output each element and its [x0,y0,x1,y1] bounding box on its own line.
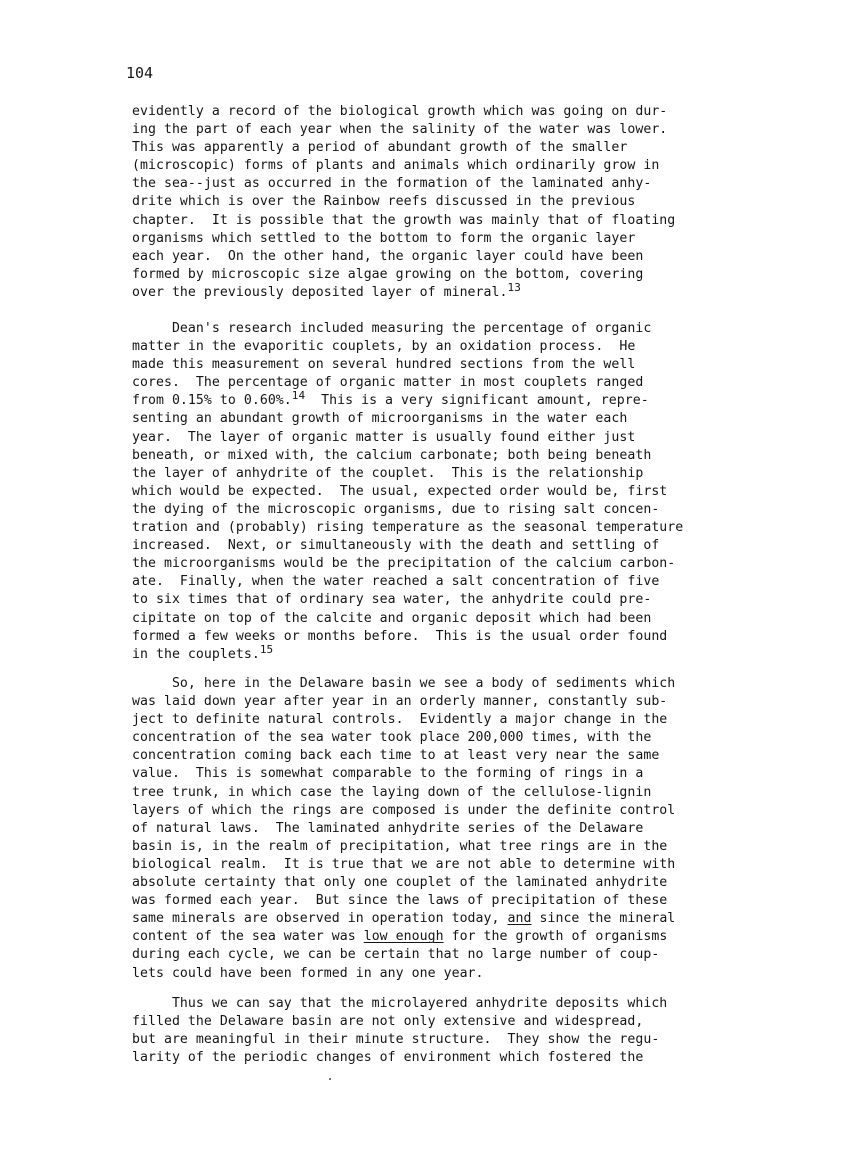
text-line: evidently a record of the biological growth which was going on dur- [132,104,668,119]
paragraph-1 [132,103,712,302]
paragraph-2 [132,320,712,664]
underlined-phrase: low enough [363,929,444,945]
text-line: filled the Delaware basin are not only extensive and widespread, [132,1014,644,1030]
text-line: during each cycle, we can be certain that no large number of coup- [132,947,660,963]
text-line [132,928,712,946]
text-line: cores. The percentage of organic matter in most couplets ranged [132,375,644,391]
text-line: This was apparently a period of abundant growth of the smaller [132,140,628,156]
text-fragment: content of the sea water was [132,929,364,945]
text-fragment: since the mineral [531,911,676,927]
text-line: formed by microscopic size algae growing on the bottom, covering [132,266,644,282]
paragraph-3 [132,675,712,983]
text-line [132,280,712,302]
text-line: senting an abundant growth of microorganisms in the water each [132,411,628,427]
text-line: made this measurement on several hundred sections from the well [132,357,636,373]
text-line: biological realm. It is true that we are not able to determine with [132,856,676,872]
text-line: drite which is over the Rainbow reefs discussed in the previous [132,194,636,210]
text-line: tration and (probably) rising temperature as the seasonal temperature [132,520,684,536]
text-line: the sea--just as occurred in the formation of the laminated anhy- [132,176,652,192]
text-line: cipitate on top of the calcite and organic deposit which had been [132,610,652,626]
text-line: was formed each year. But since the laws of precipitation of these [132,893,668,909]
text-line: chapter. It is possible that the growth was mainly that of floating [132,212,676,228]
text-line: So, here in the Delaware basin we see a body of sediments which [132,676,676,691]
text-line: of natural laws. The laminated anhydrite series of the Delaware [132,820,644,836]
text-fragment: This is a very significant amount, repre- [305,393,649,409]
text-line: basin is, in the realm of precipitation, what tree rings are in the [132,838,668,854]
text-line: (microscopic) forms of plants and animals which ordinarily grow in [132,158,660,174]
footnote-ref-13: 13 [507,280,521,294]
scan-speck [329,1078,331,1080]
text-line: the microorganisms would be the precipitation of the calcium carbon- [132,556,676,572]
text-line [132,389,712,410]
text-line: tree trunk, in which case the laying down of the cellulose-lignin [132,784,652,800]
text-line: formed a few weeks or months before. This is the usual order found [132,628,668,644]
text-line: the dying of the microscopic organisms, due to rising salt concen- [132,501,660,517]
text-line: was laid down year after year in an orderly manner, constantly sub- [132,694,668,710]
text-line: increased. Next, or simultaneously with the death and settling of [132,538,660,554]
text-line: ate. Finally, when the water reached a salt concentration of five [132,574,660,590]
text-fragment: over the previously deposited layer of mineral. [132,284,508,300]
text-line: organisms which settled to the bottom to form the organic layer [132,230,636,246]
text-fragment: for the growth of organisms [443,929,668,945]
text-line: each year. On the other hand, the organic layer could have been [132,248,644,264]
footnote-ref-14: 14 [291,389,306,403]
text-fragment: same minerals are observed in operation today, [132,911,508,927]
text-line: but are meaningful in their minute structure. They show the regu- [132,1032,660,1048]
text-line: lets could have been formed in any one year. [132,965,484,981]
text-line: larity of the periodic changes of environment which fostered the [132,1050,644,1066]
text-line: value. This is somewhat comparable to the forming of rings in a [132,766,644,782]
underlined-word: and [507,911,532,927]
text-line [132,642,712,664]
text-line: concentration of the sea water took place 200,000 times, with the [132,730,652,746]
text-line [132,910,712,928]
text-line: ject to definite natural controls. Evidently a major change in the [132,712,668,728]
text-line: to six times that of ordinary sea water, the anhydrite could pre- [132,592,652,608]
text-line: matter in the evaporitic couplets, by an oxidation process. He [132,339,636,355]
text-line: beneath, or mixed with, the calcium carbonate; both being beneath [132,447,652,463]
footnote-ref-15: 15 [259,642,274,656]
paragraph-4 [132,995,712,1067]
text-line: layers of which the rings are composed is under the definite control [132,802,676,818]
text-fragment: in the couplets. [132,646,260,662]
text-line: the layer of anhydrite of the couplet. This is the relationship [132,465,644,481]
text-line: Dean's research included measuring the percentage of organic [132,321,652,336]
text-line: Thus we can say that the microlayered anhydrite deposits which [132,996,668,1011]
text-line: year. The layer of organic matter is usually found either just [132,429,636,445]
text-line: ing the part of each year when the salinity of the water was lower. [132,122,668,138]
page-number: 104 [126,64,154,82]
text-line: concentration coming back each time to at least very near the same [132,748,660,764]
text-line: absolute certainty that only one couplet of the laminated anhydrite [132,875,668,891]
text-fragment: from 0.15% to 0.60%. [132,393,292,409]
text-line: which would be expected. The usual, expected order would be, first [132,483,668,499]
